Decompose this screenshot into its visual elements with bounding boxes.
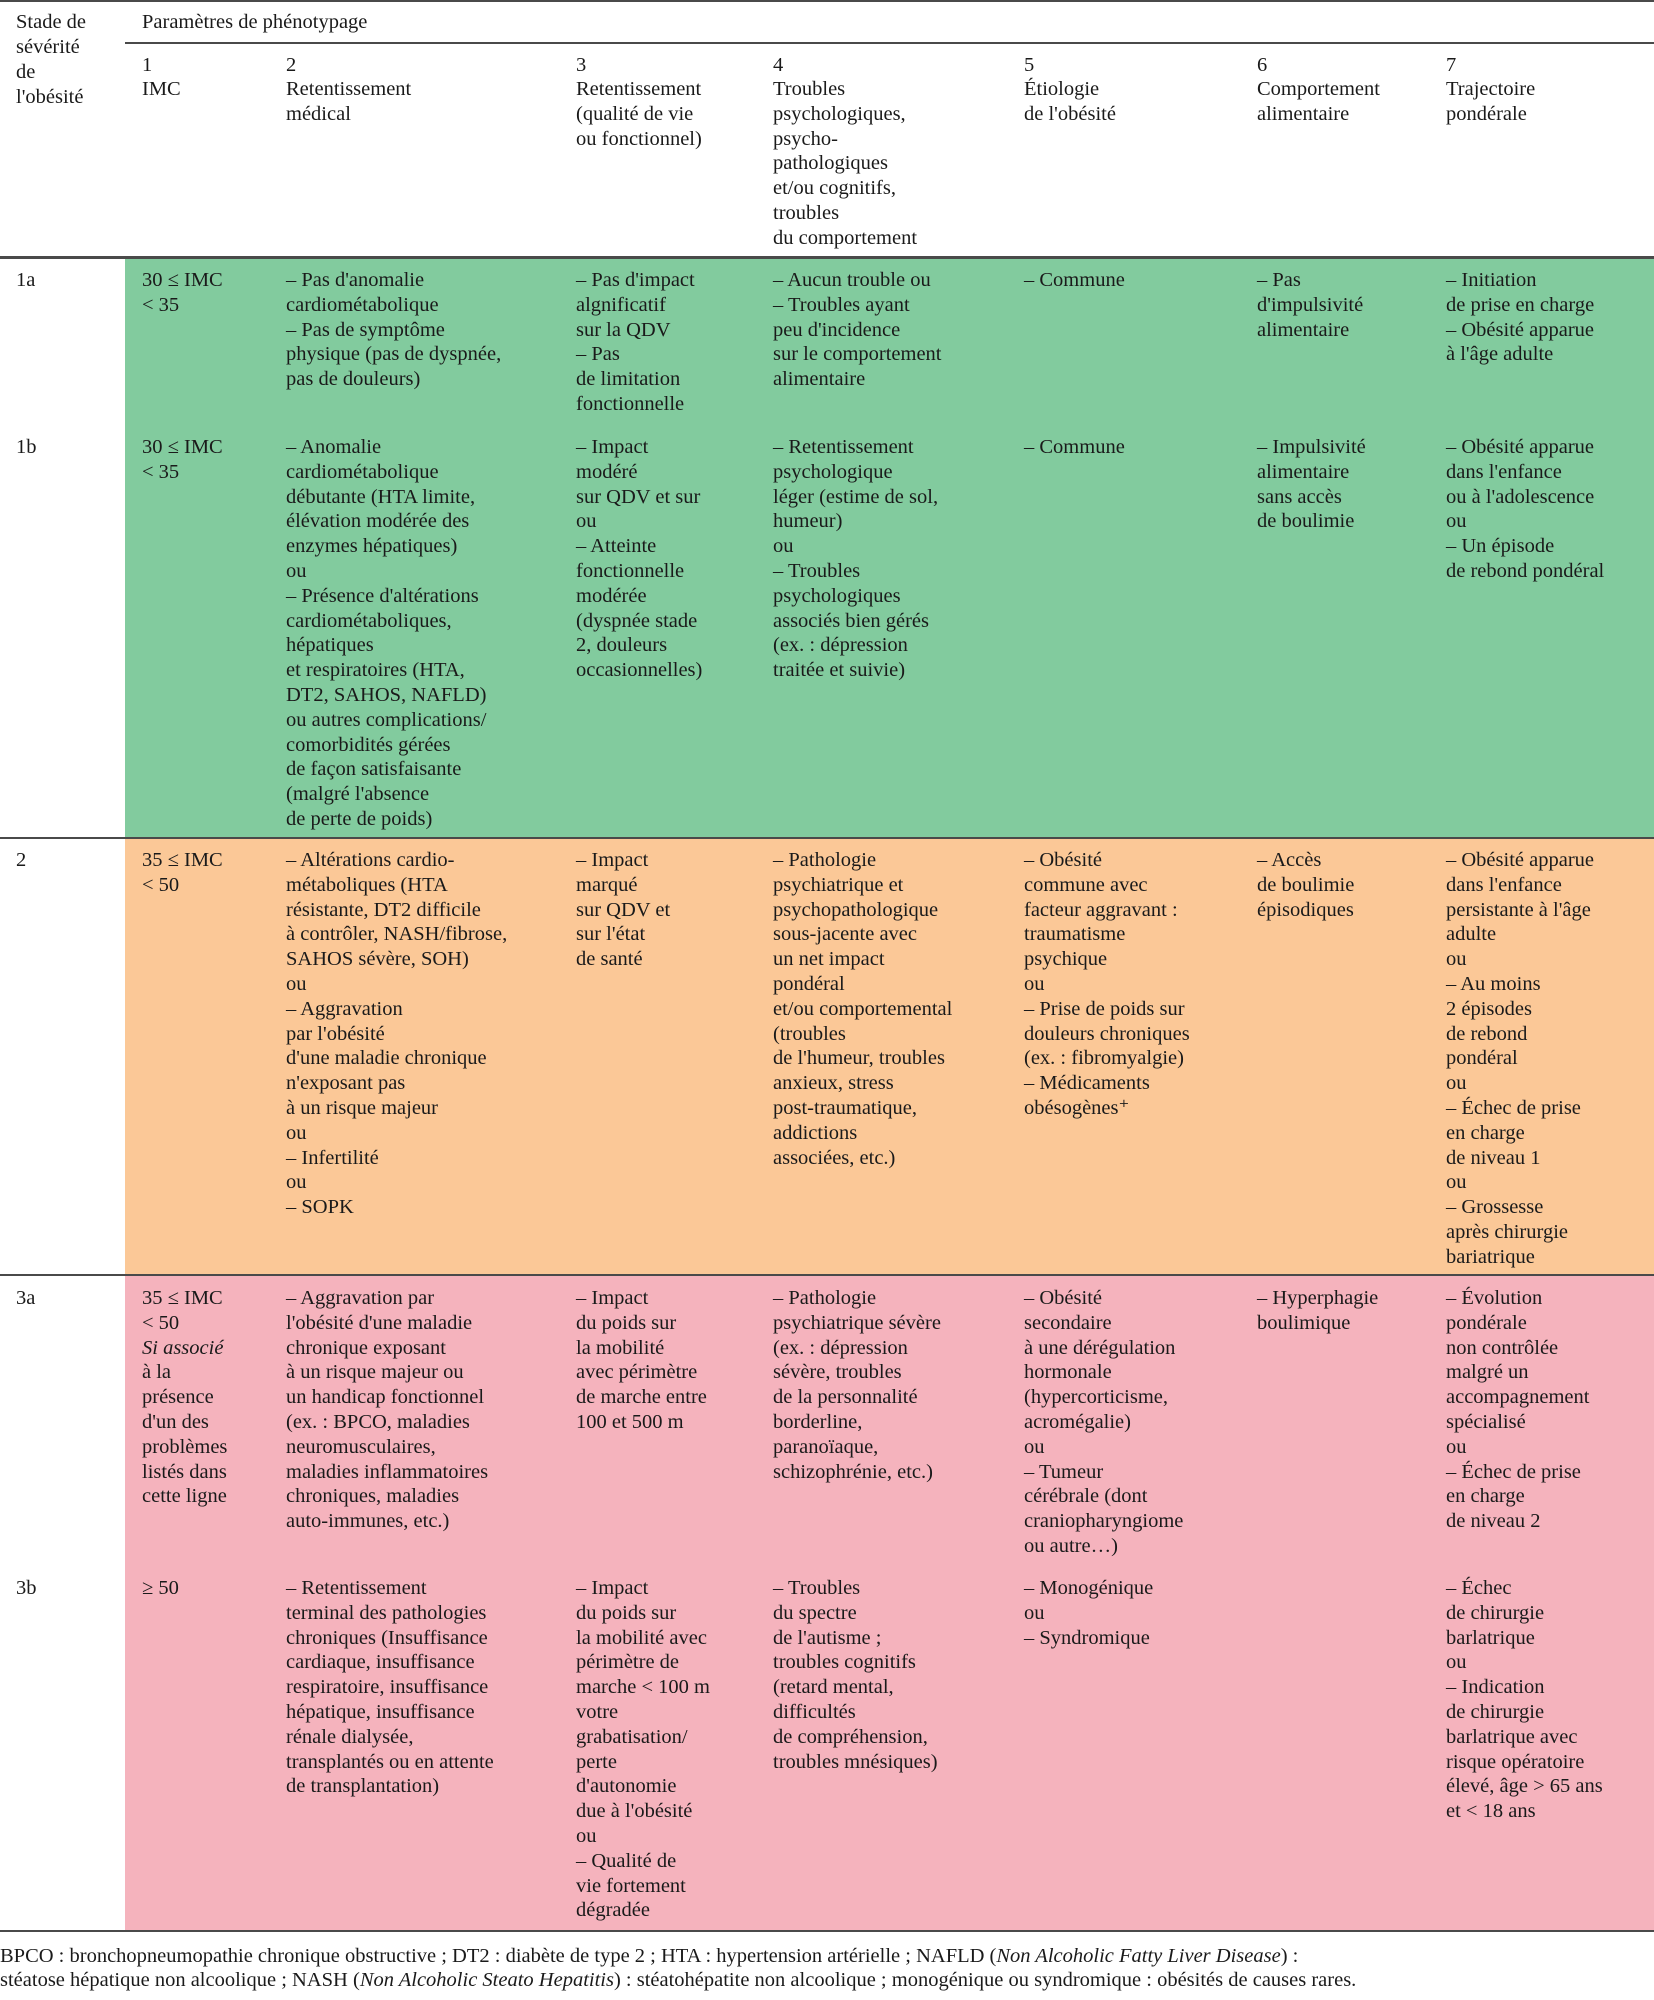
row-3b-psych: – Troubles du spectre de l'autisme ; troubles cognitifs (retard mental, difficultés de compréhension, troubles mnésiques) bbox=[773, 1577, 938, 1773]
header-col-2-label: Retentissement médical bbox=[286, 78, 412, 125]
header-col-7-label: Trajectoire pondérale bbox=[1446, 78, 1536, 125]
header-col-4-label: Troubles psychologiques, psycho- pathologiques et/ou cognitifs, troubles du comportement bbox=[773, 78, 918, 249]
footnote-text: ) : bbox=[1280, 1945, 1299, 1967]
row-3a-imc-block bbox=[142, 1286, 227, 1509]
row-1b-eating: – Impulsivité alimentaire sans accès de boulimie bbox=[1257, 436, 1366, 533]
row-divider-1-2 bbox=[0, 837, 1654, 839]
footnote-text: ) : stéatohépatite non alcoolique ; monogénique ou syndromique : obésités de causes rares. bbox=[613, 1969, 1357, 1991]
row-1a-psych: – Aucun trouble ou – Troubles ayant peu d'incidence sur le comportement alimentaire bbox=[773, 269, 942, 391]
header-col-6-label: Comportement alimentaire bbox=[1257, 78, 1380, 125]
row-3a-medical: – Aggravation par l'obésité d'une maladie chronique exposant à un risque majeur ou un handicap fonctionnel (ex. : BPCO, maladies neuromusculaires, maladies inflammatoires chroniques, maladies auto-immunes, etc.) bbox=[286, 1287, 489, 1533]
row-1a-trajectory: – Initiation de prise en charge – Obésité apparue à l'âge adulte bbox=[1446, 269, 1595, 366]
row-3a-quality: – Impact du poids sur la mobilité avec périmètre de marche entre 100 et 500 m bbox=[576, 1287, 707, 1433]
header-stage-label: Stade de sévérité de l'obésité bbox=[16, 11, 87, 108]
footnote-line-1 bbox=[0, 1944, 1298, 1969]
row-1a-stage: 1a bbox=[16, 269, 36, 291]
header-col-1-label: IMC bbox=[142, 78, 181, 100]
row-3a-imc-rest: à la présence d'un des problèmes listés dans cette ligne bbox=[142, 1361, 228, 1508]
row-3b-trajectory: – Échec de chirurgie barlatrique ou – Indication de chirurgie barlatrique avec risque opératoire élevé, âge > 65 ans et < 18 ans bbox=[1446, 1577, 1603, 1823]
row-2-etiology: – Obésité commune avec facteur aggravant : traumatisme psychique ou – Prise de poids sur douleurs chroniques (ex. : fibromyalgie) – Médicaments obésogènes⁺ bbox=[1024, 849, 1190, 1119]
row-1a-eating: – Pas d'impulsivité alimentaire bbox=[1257, 269, 1364, 341]
header-col-3-label: Retentissement (qualité de vie ou fonctionnel) bbox=[576, 78, 702, 150]
row-2-stage: 2 bbox=[16, 849, 27, 871]
row-2-eating: – Accès de boulimie épisodiques bbox=[1257, 849, 1355, 921]
footnote-text: BPCO : bronchopneumopathie chronique obstructive ; DT2 : diabète de type 2 ; HTA : hypertension artérielle ; NAFLD ( bbox=[0, 1945, 997, 1967]
header-col-5-num: 5 bbox=[1024, 54, 1035, 76]
row-3a-stage: 3a bbox=[16, 1287, 36, 1309]
header-col-2-num: 2 bbox=[286, 54, 297, 76]
header-col-4-num: 4 bbox=[773, 54, 784, 76]
row-1b-trajectory: – Obésité apparue dans l'enfance ou à l'adolescence ou – Un épisode de rebond pondéral bbox=[1446, 436, 1605, 582]
row-1b-etiology: – Commune bbox=[1024, 436, 1125, 458]
footnote-text: stéatose hépatique non alcoolique ; NASH ( bbox=[0, 1969, 360, 1991]
row-3a-etiology: – Obésité secondaire à une dérégulation hormonale (hypercorticisme, acromégalie) ou – Tumeur cérébrale (dont craniopharyngiome ou autre…) bbox=[1024, 1287, 1184, 1557]
top-rule bbox=[0, 0, 1654, 2]
row-2-trajectory: – Obésité apparue dans l'enfance persistante à l'âge adulte ou – Au moins 2 épisodes de rebond pondéral ou – Échec de prise en charge de niveau 1 ou – Grossesse après chirurgie bariatrique bbox=[1446, 849, 1594, 1268]
row-3a-psych: – Pathologie psychiatrique sévère (ex. : dépression sévère, troubles de la personnalité borderline, paranoïaque, schizophrénie, etc.) bbox=[773, 1287, 941, 1483]
header-col-3-num: 3 bbox=[576, 54, 587, 76]
footnote-italic: Non Alcoholic Steato Hepatitis bbox=[359, 1969, 614, 1991]
row-3b-quality: – Impact du poids sur la mobilité avec périmètre de marche < 100 m votre grabatisation/ perte d'autonomie due à l'obésité ou – Qualité de vie fortement dégradée bbox=[576, 1577, 710, 1922]
row-2-medical: – Altérations cardio- métaboliques (HTA résistante, DT2 difficile à contrôler, NASH/fibrose, SAHOS sévère, SOH) ou – Aggravation par l'obésité d'une maladie chronique n'exposant pas à un risque majeur ou – Infertilité ou – SOPK bbox=[286, 849, 508, 1219]
row-3b-imc: ≥ 50 bbox=[142, 1577, 179, 1599]
params-rule bbox=[125, 42, 1654, 44]
header-col-6-num: 6 bbox=[1257, 54, 1268, 76]
row-1a-medical: – Pas d'anomalie cardiométabolique – Pas de symptôme physique (pas de dyspnée, pas de douleurs) bbox=[286, 269, 502, 391]
row-3a-trajectory: – Évolution pondérale non contrôlée malgré un accompagnement spécialisé ou – Échec de prise en charge de niveau 2 bbox=[1446, 1287, 1590, 1533]
table-bottom-rule bbox=[0, 1930, 1654, 1932]
row-1b-psych: – Retentissement psychologique léger (estime de sol, humeur) ou – Troubles psychologiques associés bien gérés (ex. : dépression traitée et suivie) bbox=[773, 436, 939, 682]
header-col-7-num: 7 bbox=[1446, 54, 1457, 76]
header-params-title: Paramètres de phénotypage bbox=[142, 11, 368, 33]
row-1b-imc: 30 ≤ IMC < 35 bbox=[142, 436, 223, 483]
header-bottom-rule bbox=[0, 256, 1654, 259]
header-col-5-label: Étiologie de l'obésité bbox=[1024, 78, 1116, 125]
row-1b-medical: – Anomalie cardiométabolique débutante (HTA limite, élévation modérée des enzymes hépatiques) ou – Présence d'altérations cardiométaboliques, hépatiques et respiratoires (HTA, DT2, SAHOS, NAFLD) ou autres complications/ comorbidités gérées de façon satisfaisante (malgré l'absence de perte de poids) bbox=[286, 436, 487, 830]
row-1a-etiology: – Commune bbox=[1024, 269, 1125, 291]
row-1b-stage: 1b bbox=[16, 436, 37, 458]
row-3a-imc-condition: Si associé bbox=[142, 1336, 224, 1359]
row-3a-imc: 35 ≤ IMC < 50 bbox=[142, 1287, 223, 1334]
row-3a-eating: – Hyperphagie boulimique bbox=[1257, 1287, 1379, 1334]
row-2-imc: 35 ≤ IMC < 50 bbox=[142, 849, 223, 896]
footnote-line-2 bbox=[0, 1968, 1356, 1993]
row-1b-quality: – Impact modéré sur QDV et sur ou – Atteinte fonctionnelle modérée (dyspnée stade 2, douleurs occasionnelles) bbox=[576, 436, 703, 682]
row-3b-medical: – Retentissement terminal des pathologies chroniques (Insuffisance cardiaque, insuffisance respiratoire, insuffisance hépatique, insuffisance rénale dialysée, transplantés ou en attente de transplantation) bbox=[286, 1577, 494, 1798]
row-3b-etiology: – Monogénique ou – Syndromique bbox=[1024, 1577, 1154, 1649]
row-2-psych: – Pathologie psychiatrique et psychopathologique sous-jacente avec un net impact pondéral et/ou comportemental (troubles de l'humeur, troubles anxieux, stress post-traumatique, addictions associées, etc.) bbox=[773, 849, 953, 1169]
row-1a-imc: 30 ≤ IMC < 35 bbox=[142, 269, 223, 316]
row-3b-stage: 3b bbox=[16, 1577, 37, 1599]
header-col-1-num: 1 bbox=[142, 54, 153, 76]
row-divider-2-3 bbox=[0, 1274, 1654, 1276]
row-1a-quality: – Pas d'impact algnificatif sur la QDV – Pas de limitation fonctionnelle bbox=[576, 269, 695, 415]
footnote-italic: Non Alcoholic Fatty Liver Disease bbox=[996, 1945, 1281, 1967]
row-2-quality: – Impact marqué sur QDV et sur l'état de santé bbox=[576, 849, 671, 971]
